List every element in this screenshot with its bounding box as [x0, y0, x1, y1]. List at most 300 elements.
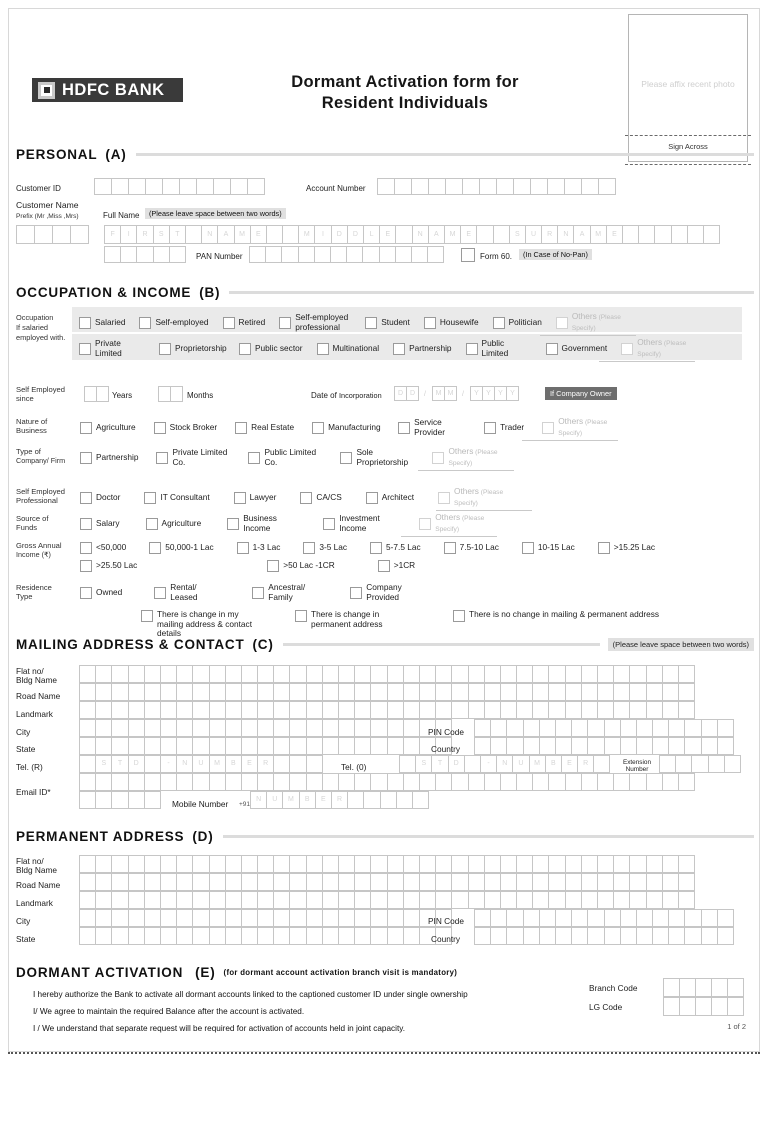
grid-cell[interactable] — [484, 683, 501, 701]
grid-cell[interactable] — [668, 737, 685, 755]
grid-cell[interactable] — [192, 683, 209, 701]
checkbox[interactable] — [522, 542, 534, 554]
grid-cell[interactable] — [587, 719, 604, 737]
checkbox-option[interactable] — [370, 542, 421, 554]
checkbox[interactable] — [80, 587, 92, 599]
grid-cell[interactable] — [695, 997, 712, 1016]
grid-cell[interactable] — [289, 683, 306, 701]
form60-checkbox[interactable] — [461, 248, 475, 262]
grid-cell[interactable] — [306, 873, 323, 891]
checkbox-option[interactable] — [312, 422, 380, 434]
grid-cell[interactable] — [111, 909, 128, 927]
grid-cell[interactable] — [684, 927, 701, 945]
checkbox[interactable] — [267, 560, 279, 572]
grid-cell[interactable] — [597, 683, 614, 701]
grid-cell[interactable] — [160, 927, 177, 945]
checkbox[interactable] — [424, 317, 436, 329]
checkbox-option[interactable] — [80, 452, 138, 464]
grid-cell[interactable] — [160, 737, 177, 755]
grid-cell[interactable] — [241, 683, 258, 701]
grid-cell[interactable] — [225, 701, 242, 719]
grid-cell[interactable] — [338, 683, 355, 701]
grid-cell[interactable] — [79, 791, 96, 809]
checkbox-option[interactable] — [149, 542, 213, 554]
checkbox[interactable] — [370, 542, 382, 554]
checkbox[interactable] — [156, 452, 168, 464]
grid-cell[interactable] — [225, 927, 242, 945]
account-number-input[interactable] — [377, 178, 616, 195]
grid-cell[interactable] — [387, 891, 404, 909]
grid-cell[interactable] — [111, 701, 128, 719]
grid-cell[interactable] — [629, 773, 646, 791]
grid-cell[interactable] — [581, 701, 598, 719]
grid-cell[interactable]: T — [431, 755, 448, 773]
grid-cell[interactable] — [209, 737, 226, 755]
grid-cell[interactable] — [387, 719, 404, 737]
grid-cell[interactable] — [663, 997, 680, 1016]
grid-cell[interactable] — [257, 773, 274, 791]
grid-cell[interactable]: Y — [494, 386, 507, 401]
grid-cell[interactable] — [230, 178, 248, 195]
grid-cell[interactable] — [565, 683, 582, 701]
grid-cell[interactable] — [289, 719, 306, 737]
checkbox[interactable] — [317, 343, 329, 355]
grid-cell[interactable] — [636, 909, 653, 927]
grid-cell[interactable] — [306, 737, 323, 755]
checkbox-option[interactable] — [79, 339, 145, 358]
grid-cell[interactable] — [516, 891, 533, 909]
grid-cell[interactable] — [34, 225, 53, 244]
checkbox[interactable] — [279, 317, 291, 329]
grid-cell[interactable]: M — [282, 791, 299, 809]
checkbox-option[interactable] — [159, 343, 225, 355]
grid-cell[interactable] — [629, 873, 646, 891]
grid-cell[interactable] — [79, 855, 96, 873]
checkbox[interactable] — [139, 317, 151, 329]
grid-cell[interactable]: L — [363, 225, 380, 244]
grid-cell[interactable] — [717, 909, 734, 927]
checkbox-option[interactable] — [300, 492, 341, 504]
grid-cell[interactable] — [701, 737, 718, 755]
grid-cell[interactable] — [636, 927, 653, 945]
checkbox[interactable] — [252, 587, 264, 599]
grid-cell[interactable] — [266, 225, 283, 244]
grid-cell[interactable] — [717, 737, 734, 755]
grid-cell[interactable] — [464, 755, 481, 773]
checkbox[interactable] — [144, 492, 156, 504]
gross-income-options-row2[interactable] — [80, 560, 415, 572]
grid-cell[interactable] — [95, 737, 112, 755]
grid-cell[interactable] — [468, 855, 485, 873]
checkbox[interactable] — [154, 422, 166, 434]
grid-cell[interactable] — [523, 737, 540, 755]
grid-cell[interactable] — [95, 873, 112, 891]
name-prefix-input[interactable] — [16, 225, 89, 244]
grid-cell[interactable] — [703, 225, 720, 244]
grid-cell[interactable] — [727, 978, 744, 997]
full-name-input[interactable] — [104, 225, 720, 244]
grid-cell[interactable] — [176, 891, 193, 909]
grid-cell[interactable] — [354, 683, 371, 701]
grid-cell[interactable] — [654, 225, 671, 244]
grid-cell[interactable] — [500, 701, 517, 719]
grid-cell[interactable] — [306, 683, 323, 701]
mailing-flat-input[interactable] — [79, 665, 695, 683]
grid-cell[interactable]: A — [217, 225, 234, 244]
checkbox-option[interactable] — [466, 339, 532, 358]
grid-cell[interactable] — [79, 719, 96, 737]
grid-cell[interactable] — [701, 909, 718, 927]
grid-cell[interactable] — [273, 683, 290, 701]
grid-cell[interactable] — [144, 701, 161, 719]
checkbox[interactable] — [398, 422, 410, 434]
grid-cell[interactable] — [620, 927, 637, 945]
grid-cell[interactable] — [571, 719, 588, 737]
grid-cell[interactable] — [395, 225, 412, 244]
grid-cell[interactable]: D — [331, 225, 348, 244]
grid-cell[interactable] — [484, 773, 501, 791]
grid-cell[interactable] — [241, 909, 258, 927]
grid-cell[interactable] — [516, 773, 533, 791]
grid-cell[interactable]: U — [192, 755, 209, 773]
grid-cell[interactable] — [613, 683, 630, 701]
checkbox-option[interactable] — [303, 542, 347, 554]
residence-type-options[interactable] — [80, 583, 448, 602]
grid-cell[interactable]: T — [111, 755, 128, 773]
grid-cell[interactable] — [581, 873, 598, 891]
grid-cell[interactable] — [354, 719, 371, 737]
grid-cell[interactable] — [354, 927, 371, 945]
checkbox[interactable] — [598, 542, 610, 554]
grid-cell[interactable] — [322, 737, 339, 755]
grid-cell[interactable] — [419, 891, 436, 909]
grid-cell[interactable] — [176, 719, 193, 737]
grid-cell[interactable] — [79, 665, 96, 683]
grid-cell[interactable] — [241, 773, 258, 791]
grid-cell[interactable]: N — [176, 755, 193, 773]
grid-cell[interactable] — [403, 683, 420, 701]
grid-cell[interactable] — [547, 178, 565, 195]
grid-cell[interactable] — [646, 891, 663, 909]
grid-cell[interactable] — [403, 927, 420, 945]
grid-cell[interactable] — [95, 701, 112, 719]
grid-cell[interactable] — [79, 701, 96, 719]
grid-cell[interactable] — [120, 246, 137, 263]
grid-cell[interactable] — [192, 873, 209, 891]
checkbox[interactable] — [79, 343, 91, 355]
grid-cell[interactable] — [419, 773, 436, 791]
grid-cell[interactable] — [565, 891, 582, 909]
grid-cell[interactable] — [265, 246, 282, 263]
grid-cell[interactable] — [468, 665, 485, 683]
grid-cell[interactable] — [257, 719, 274, 737]
grid-cell[interactable] — [395, 246, 412, 263]
grid-cell[interactable] — [687, 225, 704, 244]
grid-cell[interactable] — [662, 665, 679, 683]
grid-cell[interactable] — [403, 665, 420, 683]
grid-cell[interactable] — [629, 701, 646, 719]
grid-cell[interactable] — [289, 855, 306, 873]
grid-cell[interactable] — [338, 701, 355, 719]
checkbox-option[interactable] — [350, 583, 416, 602]
grid-cell[interactable] — [701, 719, 718, 737]
grid-cell[interactable] — [213, 178, 231, 195]
grid-cell[interactable] — [668, 909, 685, 927]
checkbox-option[interactable] — [340, 448, 414, 467]
grid-cell[interactable] — [306, 701, 323, 719]
grid-cell[interactable] — [225, 909, 242, 927]
checkbox[interactable] — [493, 317, 505, 329]
grid-cell[interactable]: D — [347, 225, 364, 244]
grid-cell[interactable] — [678, 683, 695, 701]
grid-cell[interactable] — [370, 773, 387, 791]
grid-cell[interactable] — [506, 719, 523, 737]
grid-cell[interactable] — [338, 719, 355, 737]
grid-cell[interactable] — [403, 855, 420, 873]
grid-cell[interactable] — [354, 701, 371, 719]
grid-cell[interactable] — [435, 855, 452, 873]
grid-cell[interactable] — [241, 719, 258, 737]
grid-cell[interactable] — [490, 909, 507, 927]
grid-cell[interactable] — [597, 855, 614, 873]
grid-cell[interactable] — [662, 683, 679, 701]
grid-cell[interactable] — [225, 773, 242, 791]
grid-cell[interactable] — [387, 701, 404, 719]
pan-leading-cells[interactable] — [104, 246, 186, 263]
grid-cell[interactable] — [435, 891, 452, 909]
grid-cell[interactable] — [684, 909, 701, 927]
grid-cell[interactable] — [79, 773, 96, 791]
grid-cell[interactable] — [289, 737, 306, 755]
grid-cell[interactable] — [209, 773, 226, 791]
address-change-options[interactable] — [141, 610, 691, 639]
grid-cell[interactable] — [111, 791, 128, 809]
grid-cell[interactable] — [695, 978, 712, 997]
mailing-tel-o-input[interactable] — [399, 755, 610, 773]
checkbox[interactable] — [80, 492, 92, 504]
grid-cell[interactable] — [604, 719, 621, 737]
grid-cell[interactable] — [273, 909, 290, 927]
grid-cell[interactable] — [435, 773, 452, 791]
grid-cell[interactable] — [484, 855, 501, 873]
grid-cell[interactable]: N — [201, 225, 218, 244]
grid-cell[interactable]: Y — [506, 386, 519, 401]
grid-cell[interactable] — [144, 755, 161, 773]
grid-cell[interactable] — [249, 246, 266, 263]
grid-cell[interactable] — [539, 909, 556, 927]
grid-cell[interactable] — [711, 978, 728, 997]
checkbox[interactable] — [146, 518, 158, 530]
grid-cell[interactable] — [490, 927, 507, 945]
grid-cell[interactable]: I — [314, 225, 331, 244]
checkbox[interactable] — [542, 422, 554, 434]
checkbox[interactable] — [239, 343, 251, 355]
grid-cell[interactable] — [225, 683, 242, 701]
grid-cell[interactable] — [257, 927, 274, 945]
mailing-country-input[interactable] — [474, 737, 734, 755]
grid-cell[interactable]: B — [225, 755, 242, 773]
grid-cell[interactable] — [496, 178, 514, 195]
grid-cell[interactable] — [111, 737, 128, 755]
checkbox[interactable] — [234, 492, 246, 504]
grid-cell[interactable] — [241, 855, 258, 873]
checkbox[interactable] — [484, 422, 496, 434]
nature-of-business-options[interactable] — [80, 417, 636, 438]
grid-cell[interactable] — [428, 178, 446, 195]
grid-cell[interactable] — [370, 909, 387, 927]
grid-cell[interactable]: N — [496, 755, 513, 773]
grid-cell[interactable] — [377, 178, 395, 195]
checkbox-option[interactable] — [267, 560, 334, 572]
checkbox[interactable] — [365, 317, 377, 329]
grid-cell[interactable] — [581, 773, 598, 791]
grid-cell[interactable] — [500, 873, 517, 891]
checkbox-option[interactable] — [493, 317, 542, 329]
grid-cell[interactable] — [111, 855, 128, 873]
grid-cell[interactable] — [678, 773, 695, 791]
checkbox-option[interactable] — [80, 422, 136, 434]
grid-cell[interactable] — [474, 909, 491, 927]
grid-cell[interactable] — [380, 791, 397, 809]
grid-cell[interactable] — [70, 225, 89, 244]
grid-cell[interactable] — [613, 665, 630, 683]
checkbox[interactable] — [149, 542, 161, 554]
grid-cell[interactable] — [128, 909, 145, 927]
grid-cell[interactable] — [144, 719, 161, 737]
checkbox[interactable] — [366, 492, 378, 504]
grid-cell[interactable] — [338, 927, 355, 945]
grid-cell[interactable] — [678, 665, 695, 683]
grid-cell[interactable] — [257, 873, 274, 891]
grid-cell[interactable] — [629, 891, 646, 909]
grid-cell[interactable] — [636, 737, 653, 755]
grid-cell[interactable] — [176, 873, 193, 891]
grid-cell[interactable] — [678, 701, 695, 719]
grid-cell[interactable] — [571, 737, 588, 755]
checkbox-option[interactable] — [144, 492, 209, 504]
grid-cell[interactable] — [370, 891, 387, 909]
grid-cell[interactable] — [144, 909, 161, 927]
grid-cell[interactable] — [111, 773, 128, 791]
grid-cell[interactable] — [128, 737, 145, 755]
grid-cell[interactable] — [523, 909, 540, 927]
grid-cell[interactable] — [662, 873, 679, 891]
checkbox[interactable] — [295, 610, 307, 622]
grid-cell[interactable] — [532, 855, 549, 873]
mailing-extension-input[interactable] — [659, 755, 741, 773]
grid-cell[interactable] — [370, 701, 387, 719]
grid-cell[interactable] — [638, 225, 655, 244]
grid-cell[interactable] — [724, 755, 741, 773]
grid-cell[interactable] — [678, 873, 695, 891]
self-employed-professional-options[interactable] — [80, 487, 556, 508]
grid-cell[interactable] — [144, 873, 161, 891]
grid-cell[interactable] — [587, 737, 604, 755]
grid-cell[interactable] — [403, 773, 420, 791]
grid-cell[interactable]: D — [448, 755, 465, 773]
grid-cell[interactable] — [95, 927, 112, 945]
grid-cell[interactable] — [468, 891, 485, 909]
mailing-tel-r-input[interactable] — [79, 755, 323, 773]
grid-cell[interactable] — [370, 719, 387, 737]
grid-cell[interactable] — [419, 855, 436, 873]
grid-cell[interactable] — [192, 773, 209, 791]
grid-cell[interactable] — [474, 719, 491, 737]
permanent-country-input[interactable] — [474, 927, 734, 945]
checkbox[interactable] — [223, 317, 235, 329]
grid-cell[interactable] — [451, 701, 468, 719]
type-of-company-options[interactable] — [80, 447, 532, 468]
grid-cell[interactable] — [306, 855, 323, 873]
grid-cell[interactable] — [597, 701, 614, 719]
grid-cell[interactable]: R — [541, 225, 558, 244]
checkbox-option[interactable] — [80, 560, 137, 572]
grid-cell[interactable] — [462, 178, 480, 195]
grid-cell[interactable] — [581, 855, 598, 873]
grid-cell[interactable] — [717, 927, 734, 945]
checkbox[interactable] — [80, 560, 92, 572]
grid-cell[interactable] — [273, 701, 290, 719]
grid-cell[interactable] — [435, 701, 452, 719]
grid-cell[interactable] — [581, 683, 598, 701]
checkbox-option[interactable] — [80, 518, 120, 530]
checkbox-option[interactable] — [237, 542, 281, 554]
grid-cell[interactable] — [435, 873, 452, 891]
grid-cell[interactable] — [144, 683, 161, 701]
customer-id-input[interactable] — [94, 178, 265, 195]
grid-cell[interactable]: D — [406, 386, 419, 401]
grid-cell[interactable] — [668, 927, 685, 945]
checkbox-option[interactable] — [156, 448, 230, 467]
checkbox[interactable] — [556, 317, 568, 329]
grid-cell[interactable] — [289, 755, 306, 773]
grid-cell[interactable] — [387, 855, 404, 873]
grid-cell[interactable] — [111, 178, 129, 195]
checkbox-option[interactable] — [546, 343, 608, 355]
grid-cell[interactable] — [387, 665, 404, 683]
gross-income-options-row1[interactable] — [80, 542, 678, 554]
grid-cell[interactable] — [671, 225, 688, 244]
checkbox[interactable] — [340, 452, 352, 464]
grid-cell[interactable] — [668, 719, 685, 737]
years-input[interactable] — [84, 386, 109, 402]
grid-cell[interactable] — [209, 683, 226, 701]
checkbox[interactable] — [453, 610, 465, 622]
grid-cell[interactable] — [128, 701, 145, 719]
grid-cell[interactable] — [662, 701, 679, 719]
grid-cell[interactable] — [484, 873, 501, 891]
grid-cell[interactable] — [506, 909, 523, 927]
grid-cell[interactable]: Y — [470, 386, 483, 401]
grid-cell[interactable] — [160, 873, 177, 891]
grid-cell[interactable] — [273, 773, 290, 791]
grid-cell[interactable] — [273, 665, 290, 683]
employer-type-options-row[interactable] — [79, 338, 709, 359]
grid-cell[interactable] — [565, 773, 582, 791]
grid-cell[interactable] — [257, 855, 274, 873]
grid-cell[interactable] — [691, 755, 708, 773]
checkbox[interactable] — [432, 452, 444, 464]
grid-cell[interactable] — [192, 665, 209, 683]
checkbox-option[interactable] — [227, 514, 297, 533]
grid-cell[interactable] — [52, 225, 71, 244]
grid-cell[interactable] — [176, 701, 193, 719]
grid-cell[interactable] — [79, 683, 96, 701]
grid-cell[interactable] — [435, 665, 452, 683]
grid-cell[interactable]: M — [590, 225, 607, 244]
checkbox-option[interactable] — [79, 317, 125, 329]
months-input[interactable] — [158, 386, 183, 402]
